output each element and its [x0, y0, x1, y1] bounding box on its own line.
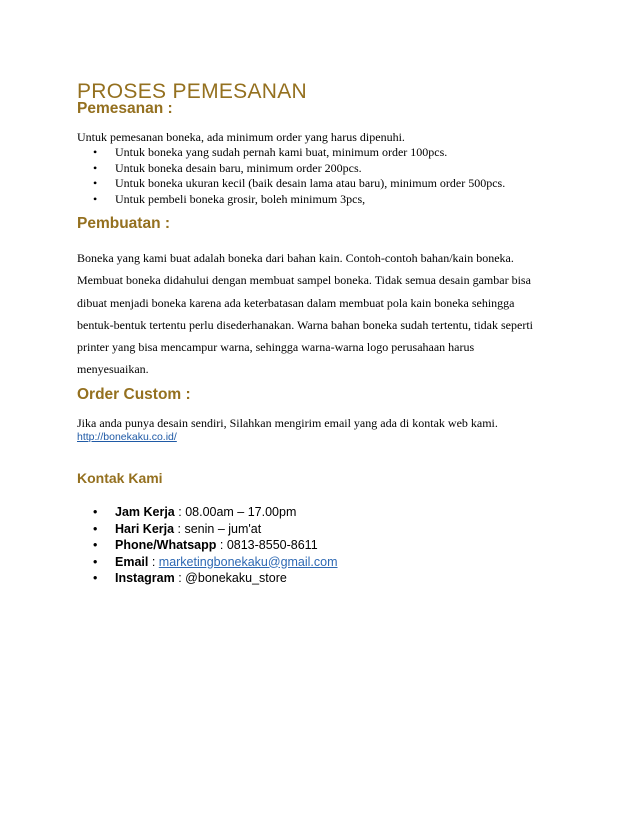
kontak-list: [115, 504, 338, 587]
email-link[interactable]: marketingbonekaku@gmail.com: [158, 554, 338, 569]
pemesanan-list: [115, 145, 505, 207]
pemesanan-heading: Pemesanan :: [77, 100, 173, 117]
contact-value: senin – jum'at: [184, 521, 262, 536]
pembuatan-line: Membuat boneka didahului dengan membuat sampel boneka. Tidak semua desain gambar bisa: [77, 273, 531, 287]
contact-label: Jam Kerja: [115, 505, 175, 519]
contact-label: Instagram: [115, 571, 175, 585]
list-item: • Untuk boneka ukuran kecil (baik desain lama atau baru), minimum order 500pcs.: [115, 176, 505, 192]
order-custom-text: Jika anda punya desain sendiri, Silahkan mengirim email yang ada di kontak web kami.: [77, 416, 498, 430]
contact-separator: :: [216, 538, 227, 552]
pembuatan-line: dibuat menjadi boneka karena ada keterbatasan dalam membuat pola kain boneka sehingga: [77, 296, 515, 310]
list-item: • Untuk pembeli boneka grosir, boleh minimum 3pcs,: [115, 192, 505, 208]
contact-item-instagram: [115, 570, 338, 587]
pembuatan-line: Boneka yang kami buat adalah boneka dari bahan kain. Contoh-contoh bahan/kain boneka.: [77, 251, 514, 265]
contact-separator: :: [174, 521, 185, 536]
list-item: • Untuk boneka desain baru, minimum order 200pcs.: [115, 161, 505, 177]
contact-value: @bonekaku_store: [185, 571, 287, 585]
contact-label: Email: [115, 554, 149, 569]
contact-separator: :: [174, 505, 186, 519]
pemesanan-intro: Untuk pemesanan boneka, ada minimum order yang harus dipenuhi.: [77, 130, 405, 144]
contact-item-jam-kerja: [115, 504, 338, 521]
contact-item-phone: [115, 537, 338, 554]
contact-separator: :: [148, 554, 159, 569]
pembuatan-line: bentuk-bentuk tertentu perlu disederhanakan. Warna bahan boneka sudah tertentu, tidak seperti: [77, 318, 533, 332]
contact-value: 08.00am – 17.00pm: [185, 505, 297, 519]
kontak-heading: Kontak Kami: [77, 470, 163, 486]
contact-label: Hari Kerja: [115, 521, 175, 536]
list-item: • Untuk boneka yang sudah pernah kami buat, minimum order 100pcs.: [115, 145, 505, 161]
pembuatan-line: printer yang bisa mencampur warna, sehingga warna-warna logo perusahaan harus: [77, 340, 475, 354]
contact-item-hari-kerja: [115, 521, 338, 538]
order-custom-heading: Order Custom :: [77, 386, 191, 403]
page-title: PROSES PEMESANAN: [77, 80, 308, 103]
contact-value: 0813-8550-8611: [226, 538, 318, 552]
pembuatan-line: menyesuaikan.: [77, 362, 149, 376]
contact-item-email: [115, 554, 338, 571]
contact-label: Phone/Whatsapp: [115, 538, 217, 552]
contact-separator: :: [174, 571, 186, 585]
pembuatan-heading: Pembuatan :: [77, 215, 171, 232]
website-link[interactable]: http://bonekaku.co.id/: [77, 431, 177, 443]
